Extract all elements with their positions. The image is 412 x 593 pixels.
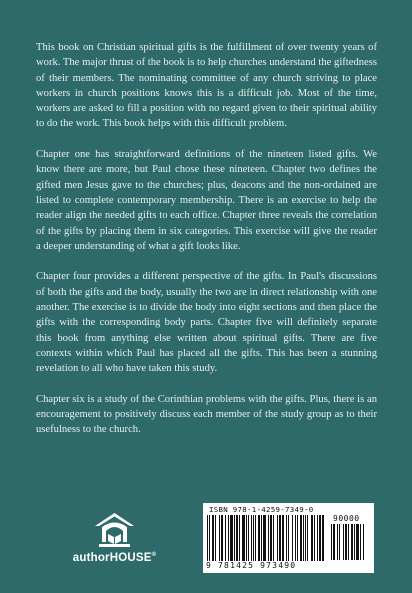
blurb-paragraph-2: Chapter one has straightforward definitions of the nineteen listed gifts. We know there are more, but Paul chose these nineteen. Chapter two defines the gifted men Jesus gave to the churches; plus, deacons and the non-ordained are listed to complete contemporary membership. There is an exercise to help the reader align the needed gifts to each office. Chapter three reveals the correlation of the gifts by placing them in six categories. This exercise will give the reader a deeper understanding of what a gift looks like. (36, 149, 377, 252)
barcode-addon-bars (331, 524, 371, 562)
isbn-barcode (203, 503, 374, 573)
barcode-bars (207, 515, 327, 561)
isbn-label: ISBN 978-1-4259-7349-0 (209, 505, 314, 514)
blurb-paragraph-1: This book on Christian spiritual gifts is the fulfillment of over twenty years of work. The major thrust of the book is to help churches understand the giftedness of their members. The nominating committee of any church striving to place workers in church positions knows this is a difficult job. Most of the time, workers are asked to fill a position with no regard given to their spiritual ability to do the work. This book helps with this difficult problem. (36, 42, 377, 130)
barcode-digits: 9 781425 973490 (206, 561, 297, 570)
blurb-text (36, 40, 377, 453)
barcode-addon-code: 90000 (333, 514, 360, 523)
publisher-name: authorHOUSE® (72, 552, 157, 564)
house-book-logo-icon (93, 512, 136, 548)
blurb-paragraph-3: Chapter four provides a different perspective of the gifts. In Paul's discussions of both the gifts and the body, usually the two are in direct relationship with one another. The exercise is to divide the body into eight sections and then place the gifts with the corresponding body parts. Chapter five will definitely separate this book from anything else written about spiritual gifts. There are five contexts within which Paul has placed all the gifts. This has been a stunning revelation to all who have taken this study. (36, 271, 377, 375)
blurb-paragraph-4: Chapter six is a study of the Corinthian problems with the gifts. Plus, there is an encouragement to positively discuss each member of the study group as to their usefulness to the church. (36, 393, 377, 436)
publisher-logo (62, 512, 167, 574)
